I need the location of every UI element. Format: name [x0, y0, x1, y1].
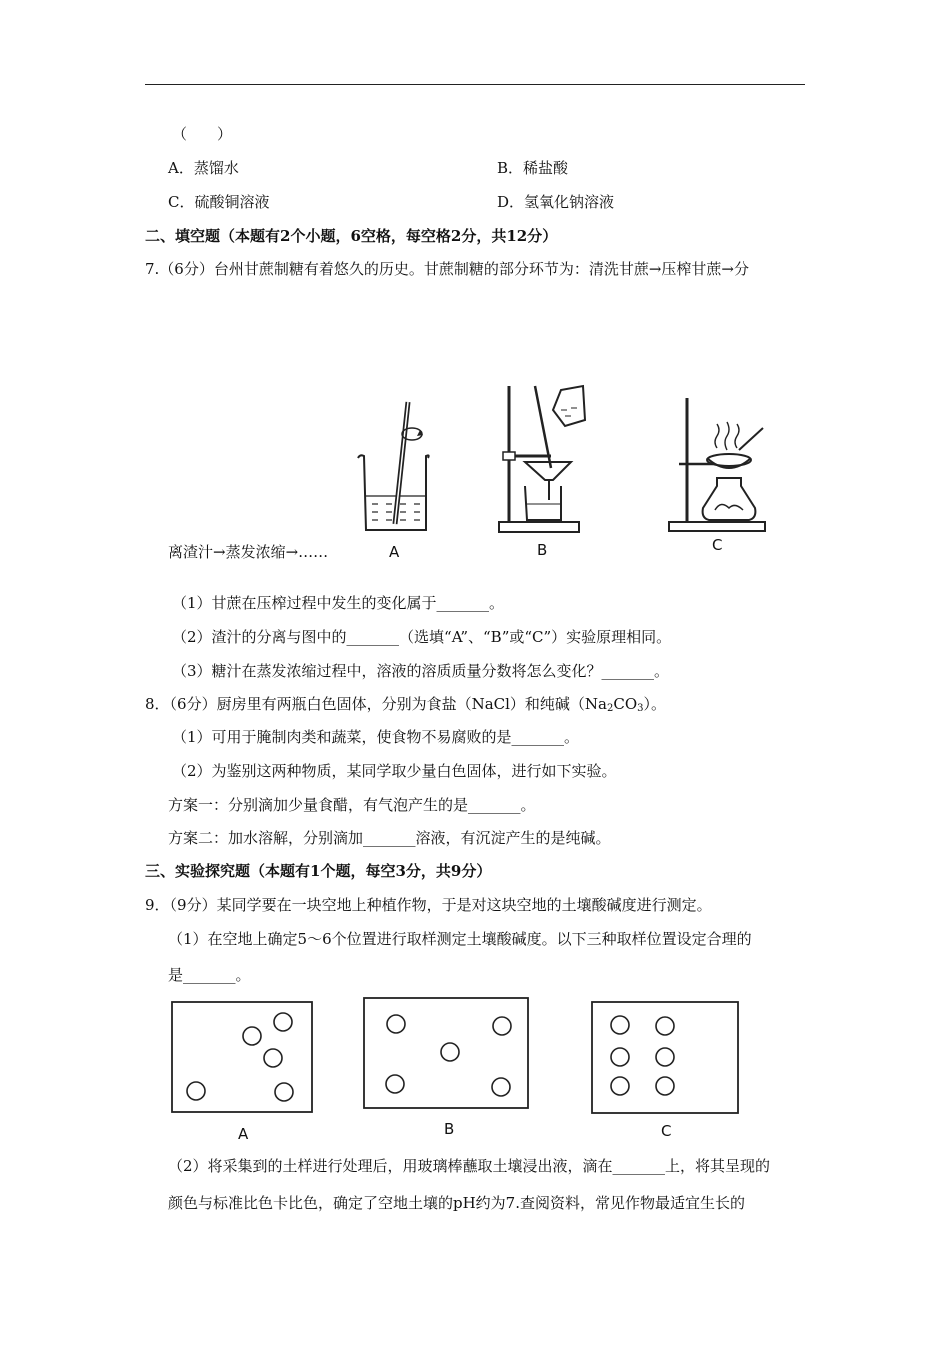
q9-sub1-continued: 是_______。: [168, 966, 251, 984]
q7-stem: 7.（6分）台州甘蔗制糖有着悠久的历史。甘蔗制糖的部分环节为：清洗甘蔗→压榨甘蔗→分: [145, 260, 749, 278]
q9-sub1: （1）在空地上确定5～6个位置进行取样测定土壤酸碱度。以下三种取样位置设定合理的: [168, 930, 752, 948]
q9-figure-label-c: C: [661, 1122, 672, 1140]
q8-plan2: 方案二：加水溶解，分别滴加_______溶液，有沉淀产生的是纯碱。: [168, 829, 611, 847]
q8-stem: 8．（6分）厨房里有两瓶白色固体，分别为食盐（NaCl）和纯碱$(Na_2CO_3)$。: [145, 695, 667, 714]
q7-sub1: （1）甘蔗在压榨过程中发生的变化属于_______。: [172, 594, 505, 612]
q7-figure-label-c: C: [712, 536, 723, 554]
q6-option-a: A．蒸馏水: [168, 159, 239, 177]
sampling-layout-a: [170, 1000, 315, 1115]
q9-sub2: （2）将采集到的土样进行处理后，用玻璃棒蘸取土壤浸出液，滴在_______上，将其呈现的: [168, 1157, 771, 1175]
q9-figure-label-a: A: [238, 1125, 249, 1143]
q9-figure-label-b: B: [444, 1120, 455, 1138]
q7-sub2: （2）渣汁的分离与图中的_______（选填“A”、“B”或“C”）实验原理相同。: [172, 628, 672, 646]
filtration-figure: [495, 380, 595, 535]
beaker-stirring-figure: [350, 396, 435, 536]
q9-stem: 9．（9分）某同学要在一块空地上种植作物，于是对这块空地的土壤酸碱度进行测定。: [145, 896, 712, 914]
q6-answer-bracket: （ ）: [172, 125, 233, 143]
header-rule: [145, 84, 805, 85]
q6-option-d: D．氢氧化钠溶液: [497, 193, 615, 211]
q7-stem-continued: 离渣汁→蒸发浓缩→……: [168, 543, 329, 561]
sampling-layout-c: [590, 1000, 740, 1115]
evaporation-figure: [665, 392, 775, 534]
section2-heading: 二、填空题（本题有2个小题，6空格，每空格2分，共12分）: [145, 227, 558, 245]
q7-figure-label-b: B: [537, 541, 548, 559]
q8-plan1: 方案一：分别滴加少量食醋，有气泡产生的是_______。: [168, 796, 536, 814]
q6-option-b: B．稀盐酸: [497, 159, 569, 177]
q7-sub3: （3）糖汁在蒸发浓缩过程中，溶液的溶质质量分数将怎么变化？_______。: [172, 662, 670, 680]
sampling-layout-b: [362, 996, 530, 1111]
q8-sub1: （1）可用于腌制肉类和蔬菜，使食物不易腐败的是_______。: [172, 728, 580, 746]
q6-option-c: C．硫酸铜溶液: [168, 193, 270, 211]
q9-sub2-continued: 颜色与标准比色卡比色，确定了空地土壤的pH约为7.查阅资料，常见作物最适宜生长的: [168, 1194, 745, 1212]
q8-sub2: （2）为鉴别这两种物质，某同学取少量白色固体，进行如下实验。: [172, 762, 617, 780]
section3-heading: 三、实验探究题（本题有1个题，每空3分，共9分）: [145, 862, 492, 880]
q7-figure-label-a: A: [389, 543, 400, 561]
